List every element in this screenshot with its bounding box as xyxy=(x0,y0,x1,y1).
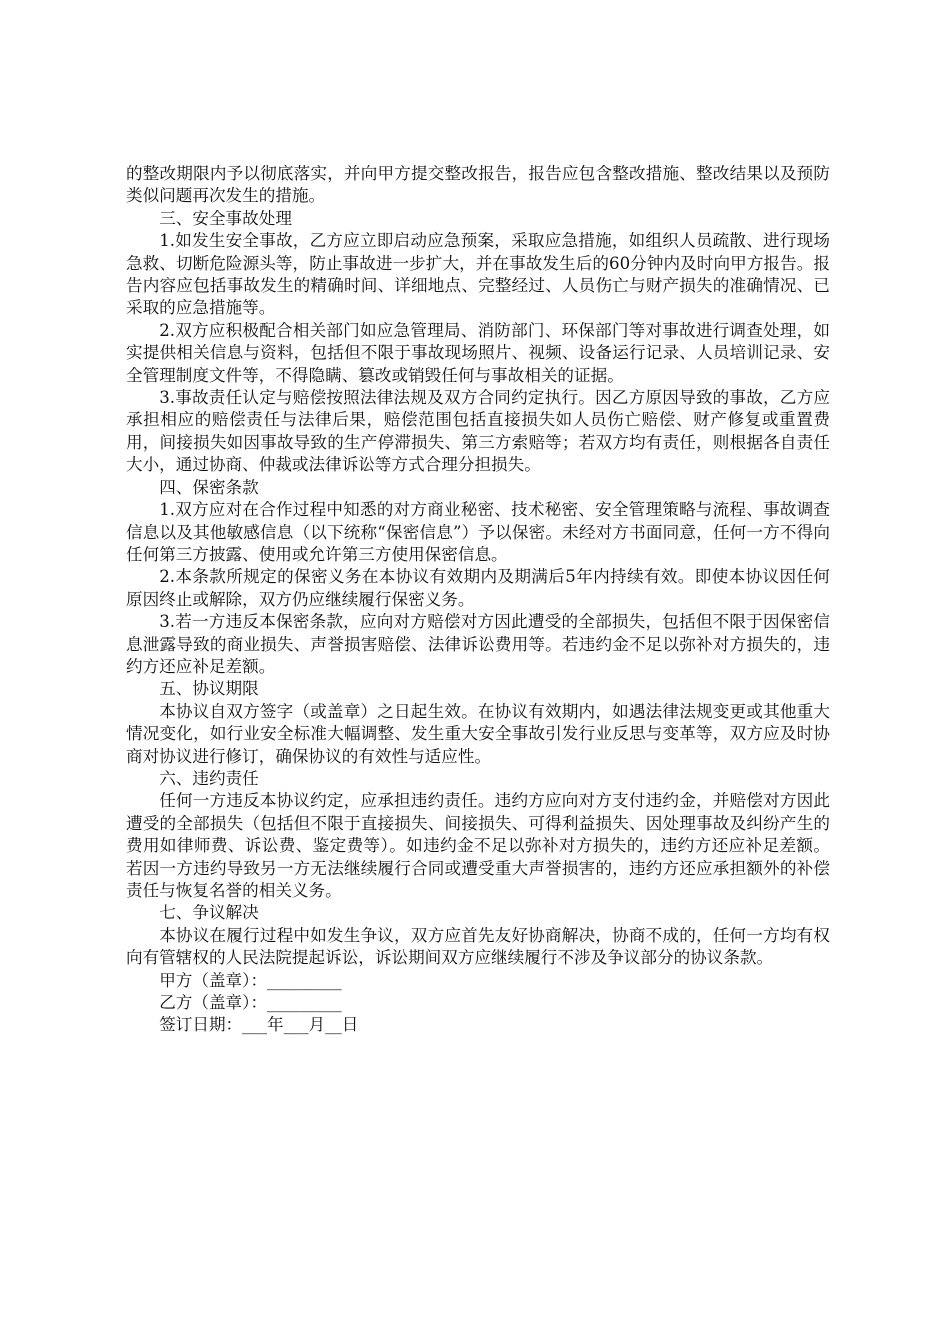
signature-party-b: 乙方（盖章）：_________ xyxy=(159,993,342,1013)
section-heading-breach: 六、违约责任 xyxy=(159,768,259,788)
section-heading-dispute: 七、争议解决 xyxy=(159,903,259,923)
clause-confidentiality-2: 2.本条款所规定的保密义务在本协议有效期内及期满后5年内持续有效。即使本协议因任何原因终止或解除，双方仍应继续履行保密义务。 xyxy=(126,567,830,609)
section-heading-accident-handling: 三、安全事故处理 xyxy=(159,208,292,228)
clause-term: 本协议自双方签字（或盖章）之日起生效。在协议有效期内，如遇法律法规变更或其他重大情况变化，如行业安全标准大幅调整、发生重大安全事故引发行业反思与变革等，双方应及时协商对协议进行修订，确保协议的有效性与适应性。 xyxy=(126,701,830,766)
clause-accident-3: 3.事故责任认定与赔偿按照法律法规及双方合同约定执行。因乙方原因导致的事故，乙方应承担相应的赔偿责任与法律后果，赔偿范围包括直接损失如人员伤亡赔偿、财产修复或重置费用，间接损失如因事故导致的生产停滞损失、第三方索赔等；若双方均有责任，则根据各自责任大小，通过协商、仲裁或法律诉讼等方式合理分担损失。 xyxy=(126,388,830,475)
document-page xyxy=(126,163,830,1037)
section-heading-term: 五、协议期限 xyxy=(159,679,259,699)
clause-accident-2: 2.双方应积极配合相关部门如应急管理局、消防部门、环保部门等对事故进行调查处理，如实提供相关信息与资料，包括但不限于事故现场照片、视频、设备运行记录、人员培训记录、安全管理制度文件等，不得隐瞒、篡改或销毁任何与事故相关的证据。 xyxy=(126,320,830,385)
signing-date: 签订日期：___年___月__日 xyxy=(159,1015,359,1035)
clause-dispute: 本协议在履行过程中如发生争议，双方应首先友好协商解决，协商不成的，任何一方均有权向有管辖权的人民法院提起诉讼，诉讼期间双方应继续履行不涉及争议部分的协议条款。 xyxy=(126,925,830,968)
clause-accident-1: 1.如发生安全事故，乙方应立即启动应急预案，采取应急措施，如组织人员疏散、进行现场急救、切断危险源头等，防止事故进一步扩大，并在事故发生后的60分钟内及时向甲方报告。报告内容应包括事故发生的精确时间、详细地点、完整经过、人员伤亡与财产损失的准确情况、已采取的应急措施等。 xyxy=(126,231,830,318)
clause-breach: 任何一方违反本协议约定，应承担违约责任。违约方应向对方支付违约金，并赔偿对方因此遭受的全部损失（包括但不限于直接损失、间接损失、可得利益损失、因处理事故及纠纷产生的费用如律师费、诉讼费、鉴定费等）。如违约金不足以弥补对方损失的，违约方还应补足差额。若因一方违约导致另一方无法继续履行合同或遭受重大声誉损害的，违约方还应承担额外的补偿责任与恢复名誉的相关义务。 xyxy=(126,791,830,900)
paragraph-continuation: 的整改期限内予以彻底落实，并向甲方提交整改报告，报告应包含整改措施、整改结果以及预防类似问题再次发生的措施。 xyxy=(126,164,830,206)
section-heading-confidentiality: 四、保密条款 xyxy=(159,477,259,497)
signature-party-a: 甲方（盖章）：_________ xyxy=(159,970,342,990)
clause-confidentiality-3: 3.若一方违反本保密条款，应向对方赔偿对方因此遭受的全部损失，包括但不限于因保密信息泄露导致的商业损失、声誉损害赔偿、法律诉讼费用等。若违约金不足以弥补对方损失的，违约方还应补足差额。 xyxy=(126,612,830,676)
clause-confidentiality-1: 1.双方应对在合作过程中知悉的对方商业秘密、技术秘密、安全管理策略与流程、事故调查信息以及其他敏感信息（以下统称“保密信息”）予以保密。未经对方书面同意，任何一方不得向任何第三方披露、使用或允许第三方使用保密信息。 xyxy=(126,500,830,564)
